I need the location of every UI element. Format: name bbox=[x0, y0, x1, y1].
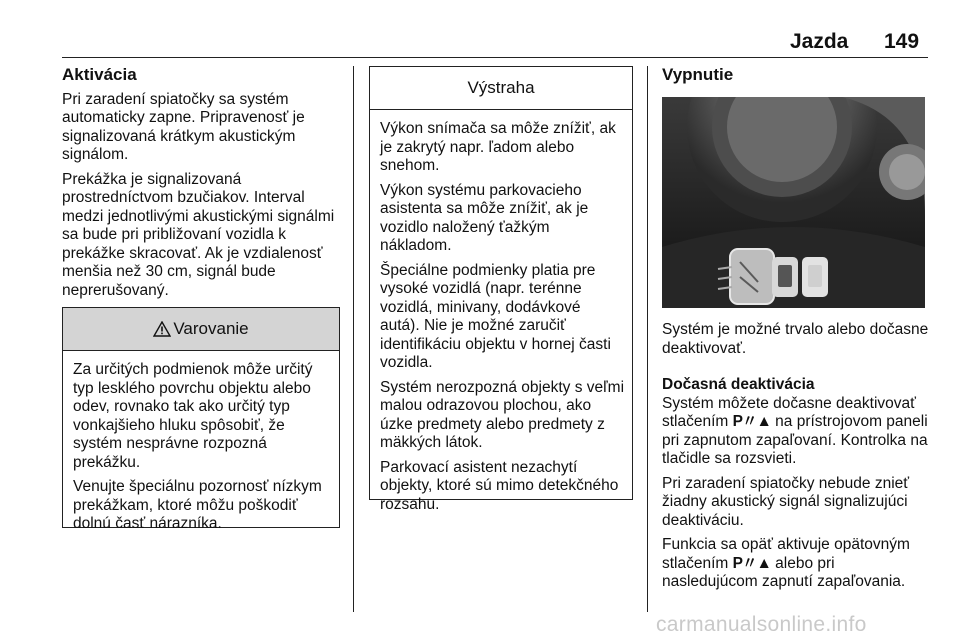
header-rule bbox=[62, 57, 928, 58]
paragraph bbox=[662, 536, 932, 592]
paragraph: Za určitých podmienok môže určitý typ lesklého povrchu objektu alebo odev, rovnako tak ako určitý typ vonkajšieho hluku spôsobiť, že systém nesprávne rozpozná prekážku. bbox=[73, 361, 313, 471]
text-span: alebo pri nasledujúcom zapnutí zapaľovania. bbox=[662, 554, 906, 590]
paragraph: Prekážka je signalizovaná prostredníctvom bzučiakov. Interval medzi jednotlivými akustickými signálmi sa bude pri približovaní vozidla k prekážke skracovať. Ak je vzdialenosť menšia než 30 cm, signál bude neprerušovaný. bbox=[62, 170, 335, 299]
column-divider-2 bbox=[647, 66, 648, 612]
column-divider-1 bbox=[353, 66, 354, 612]
text-span: Systém môžete dočasne deaktivovať stlačením bbox=[662, 394, 916, 430]
text-span: na prístrojovom paneli pri zapnutom zapaľovaní. Kontrolka na tlačidle sa rozsvieti. bbox=[662, 413, 928, 467]
right-column-body bbox=[662, 321, 932, 598]
paragraph: Výkon systému parkovacieho asistenta sa môže znížiť, ak je vozidlo naložený ťažkým nákladom. bbox=[380, 181, 589, 254]
paragraph: Špeciálne podmienky platia pre vysoké vozidlá (napr. terénne vozidlá, minivany, dodávkové autá). Nie je možné zaručiť identifikáciu objektu v hornej časti vozidla. bbox=[380, 261, 611, 371]
paragraph: Venujte špeciálnu pozornosť nízkym prekážkam, ktoré môžu poškodiť dolnú časť nárazníka. bbox=[73, 478, 322, 532]
section-heading-deactivation: Vypnutie bbox=[662, 65, 734, 84]
warning-title: Varovanie bbox=[173, 319, 249, 338]
caution-box bbox=[369, 66, 633, 513]
dashboard-parking-button-photo bbox=[662, 97, 925, 308]
caution-title: Výstraha bbox=[467, 78, 535, 97]
page-header-title: Jazda bbox=[790, 30, 849, 53]
warning-box-body bbox=[63, 351, 339, 534]
caution-box-header bbox=[370, 67, 632, 110]
section-heading-activation: Aktivácia bbox=[62, 65, 137, 84]
intro-paragraph: Systém je možné trvalo alebo dočasne deaktivovať. bbox=[662, 321, 929, 357]
parking-symbol-icon: P〃▲ bbox=[732, 413, 771, 430]
paragraph: Výkon snímača sa môže znížiť, ak je zakrytý napr. ľadom alebo snehom. bbox=[380, 120, 616, 174]
paragraph: Pri zaradení spiatočky nebude znieť žiadny akustický signál signalizujúci deaktiváciu. bbox=[662, 474, 910, 529]
page-number: 149 bbox=[884, 30, 920, 53]
warning-box-header bbox=[63, 308, 339, 351]
left-column bbox=[62, 66, 346, 306]
warning-box bbox=[62, 307, 340, 532]
parking-symbol-icon: P〃▲ bbox=[732, 554, 771, 572]
sub-heading-temporary: Dočasná deaktivácia bbox=[662, 376, 815, 393]
paragraph: Pri zaradení spiatočky sa systém automaticky zapne. Pripravenosť je signalizovaná krátkym akustickým signálom. bbox=[62, 90, 305, 163]
footer-watermark: carmanualsonline.info bbox=[656, 613, 867, 636]
caution-box-body bbox=[370, 110, 632, 514]
paragraph: Systém nerozpozná objekty s veľmi malou odrazovou plochou, ako úzke predmety alebo predmety z mäkkých látok. bbox=[380, 378, 625, 451]
warning-triangle-icon bbox=[153, 321, 171, 337]
paragraph: Parkovací asistent nezachytí objekty, ktoré sú mimo detekčného rozsahu. bbox=[380, 458, 619, 513]
text-span: Funkcia sa opäť aktivuje opätovným stlačením bbox=[662, 536, 910, 572]
paragraph bbox=[662, 395, 932, 469]
right-column-top bbox=[662, 66, 932, 91]
